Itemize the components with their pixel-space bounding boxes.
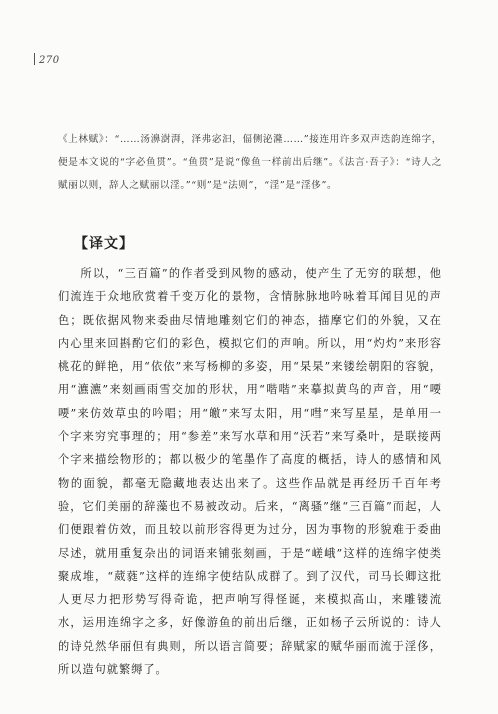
- margin-rule: [34, 53, 35, 65]
- page-number: [34, 53, 60, 66]
- translation-paragraph: 所以，“三百篇”的作者受到风物的感动，使产生了无穷的联想，他们流连于众地欣赏着千变万化的景物，含情脉脉地吟咏着耳闻目见的声色；既依据风物来委曲尽情地雕刻它们的神态，描摩它们的外貌，又在内心里来回斟酌它们的彩色，模拟它们的声响。所以，用“灼灼”来形容桃花的鲜艳，用“依依”来写杨柳的多姿，用“杲杲”来镂绘朝阳的容貌，用“瀌瀌”来刻画雨雪交加的形状，用“喈喈”来摹拟黄鸟的声音，用“喓喓”来仿效草虫的吟唱；用“皦”来写太阳，用“嘒”来写星星，是单用一个字来穷究事理的；用“参差”来写水草和用“沃若”来写桑叶，是联接两个字来描绘物形的；都以极少的笔墨作了高度的概括，诗人的感情和风物的面貌，都毫无隐藏地表达出来了。这些作品就是再经历千百年考验，它们美丽的辞藻也不易被改动。后来，“离骚”继“三百篇”而起，人们便跟着仿效，而且较以前形容得更为过分，因为事物的形貌难于委曲尽述，就用重复杂出的词语来铺张刻画，于是“嵯峨”这样的连绵字使类聚成堆，“葳蕤”这样的连绵字使结队成群了。到了汉代，司马长卿这批人更尽力把形势写得奇诡，把声响写得怪诞，来模拟高山，来雕镂流水，运用连绵字之多，好像游鱼的前出后继，正如杨子云所说的：诗人的诗兑然华丽但有典则，所以语言简要；辞赋家的赋华丽而流于淫侈，所以造句就繁缛了。: [58, 267, 442, 677]
- page-number-text: 270: [39, 55, 60, 66]
- section-heading-translation: 【译文】: [74, 236, 134, 252]
- annotation-paragraph: 《上林赋》：“……汤濞澍湃，泽弗宓汩，偪侧泌漋……”接连用许多双声迭韵连绵字，便是本文说的“字必鱼贯”。“鱼贯”是说“像鱼一样前出后继”。《法言·吾子》：“诗人之赋丽以则，辞人之赋丽以淫。”“则”是“法则”，“淫”是“淫侈”。: [58, 134, 442, 191]
